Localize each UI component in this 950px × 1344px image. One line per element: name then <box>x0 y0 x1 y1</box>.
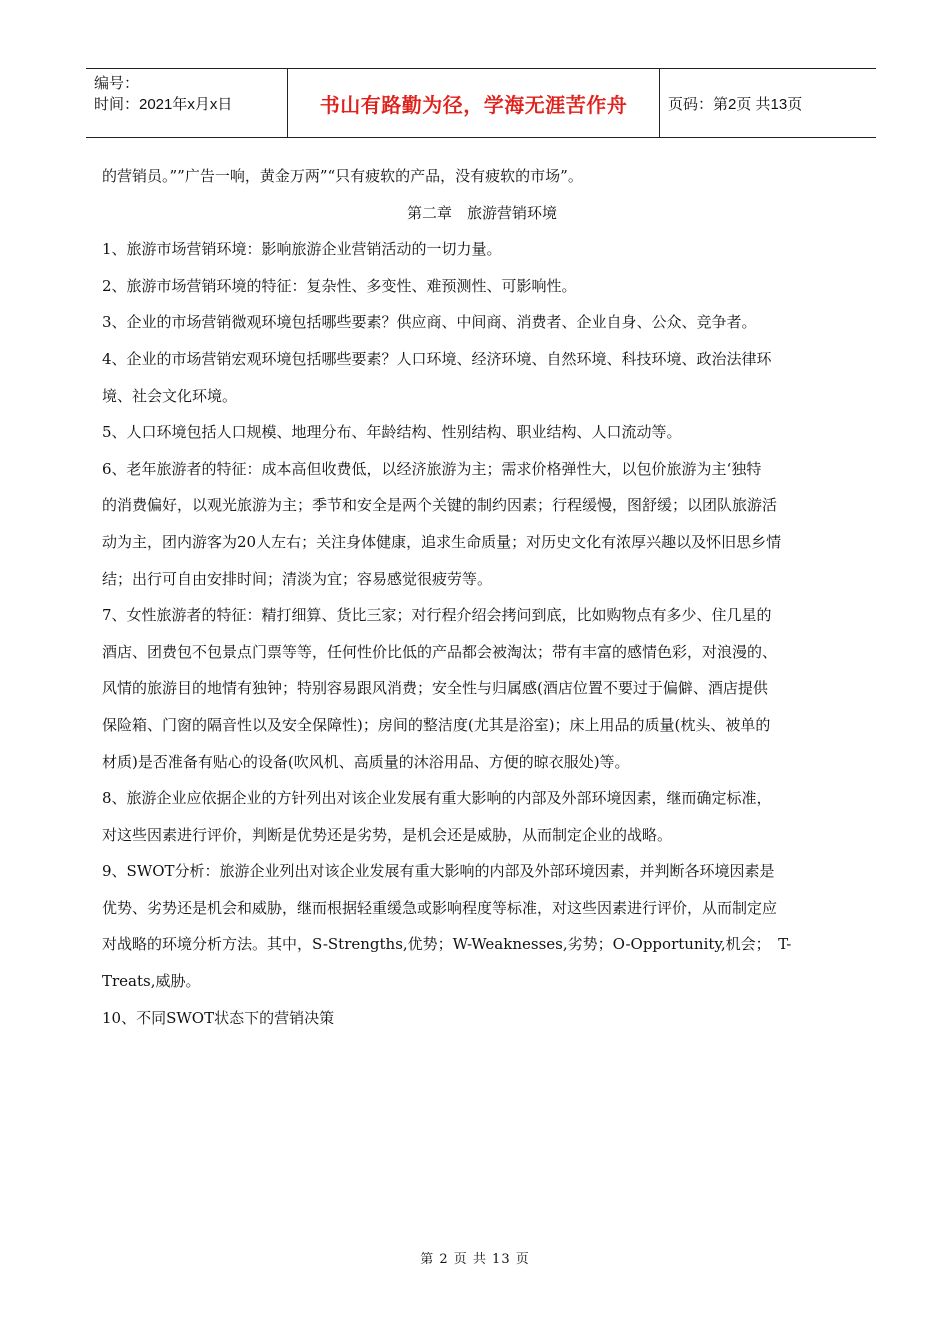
text-line: 材质)是否准备有贴心的设备(吹风机、高质量的沐浴用品、方便的晾衣服处)等。 <box>102 752 630 771</box>
text-line: 3、企业的市场营销微观环境包括哪些要素？供应商、中间商、消费者、企业自身、公众、竞争者。 <box>102 313 757 332</box>
header-motto-cell <box>288 69 660 137</box>
header-motto: 书山有路勤为径，学海无涯苦作舟 <box>319 92 628 117</box>
text-line: 优势、劣势还是机会和威胁，继而根据轻重缓急或影响程度等标准，对这些因素进行评价，从而制定应 <box>102 898 778 917</box>
text-line: 风情的旅游目的地情有独钟；特别容易跟风消费；安全性与归属感(酒店位置不要过于偏僻、酒店提供 <box>102 679 768 698</box>
text-line: 的消费偏好，以观光旅游为主；季节和安全是两个关键的制约因素；行程缓慢，图舒缓；以团队旅游活 <box>102 496 778 515</box>
text-line: Treats,威胁。 <box>102 972 201 991</box>
text-line: 结；出行可自由安排时间；清淡为宜；容易感觉很疲劳等。 <box>102 569 493 588</box>
text-line: 境、社会文化环境。 <box>102 386 238 405</box>
document-header <box>86 68 876 138</box>
header-meta <box>86 69 288 137</box>
text-line: 4、企业的市场营销宏观环境包括哪些要素？人口环境、经济环境、自然环境、科技环境、政治法律环 <box>102 349 772 368</box>
number-label: 编号： <box>94 75 140 92</box>
text-line: 1、旅游市场营销环境：影响旅游企业营销活动的一切力量。 <box>102 240 502 259</box>
text-line: 对战略的环境分析方法。其中，S-Strengths,优势；W-Weaknesses,劣势；O-Opportunity,机会； T- <box>102 935 792 954</box>
text-line: 对这些因素进行评价，判断是优势还是劣势，是机会还是威胁，从而制定企业的战略。 <box>102 825 673 844</box>
text-line: 8、旅游企业应依据企业的方针列出对该企业发展有重大影响的内部及外部环境因素，继而确定标准， <box>102 789 772 808</box>
text-line: 9、SWOT分析：旅游企业列出对该企业发展有重大影响的内部及外部环境因素，并判断各环境因素是 <box>102 862 775 881</box>
text-line: 7、女性旅游者的特征：精打细算、货比三家；对行程介绍会拷问到底，比如购物点有多少、住几星的 <box>102 606 772 625</box>
page-footer: 第 2 页 共 13 页 <box>420 1252 530 1267</box>
text-line: 2、旅游市场营销环境的特征：复杂性、多变性、难预测性、可影响性。 <box>102 276 577 295</box>
text-line: 5、人口环境包括人口规模、地理分布、年龄结构、性别结构、职业结构、人口流动等。 <box>102 423 682 442</box>
text-line: 6、老年旅游者的特征：成本高但收费低，以经济旅游为主；需求价格弹性大，以包价旅游为主‘独特 <box>102 459 762 478</box>
text-line: 保险箱、门窗的隔音性以及安全保障性)；房间的整洁度(尤其是浴室)；床上用品的质量(枕头、被单的 <box>102 715 771 734</box>
text-line: 酒店、团费包不包景点门票等等，任何性价比低的产品都会被淘汰；带有丰富的感情色彩，对浪漫的、 <box>102 642 778 661</box>
time-label: 时间：2021年x月x日 <box>94 96 233 113</box>
chapter-heading: 第二章 旅游营销环境 <box>406 203 557 222</box>
document-body <box>102 158 862 1036</box>
text-line: 10、不同SWOT状态下的营销决策 <box>102 1008 335 1027</box>
text-line: 的营销员。””广告一响，黄金万两”“只有疲软的产品，没有疲软的市场”。 <box>102 167 583 185</box>
header-page-cell <box>660 69 876 137</box>
header-page-label: 页码：第2页 共13页 <box>668 95 803 113</box>
text-line: 动为主，团内游客为20人左右；关注身体健康，追求生命质量；对历史文化有浓厚兴趣以及怀旧思乡情 <box>102 532 782 551</box>
